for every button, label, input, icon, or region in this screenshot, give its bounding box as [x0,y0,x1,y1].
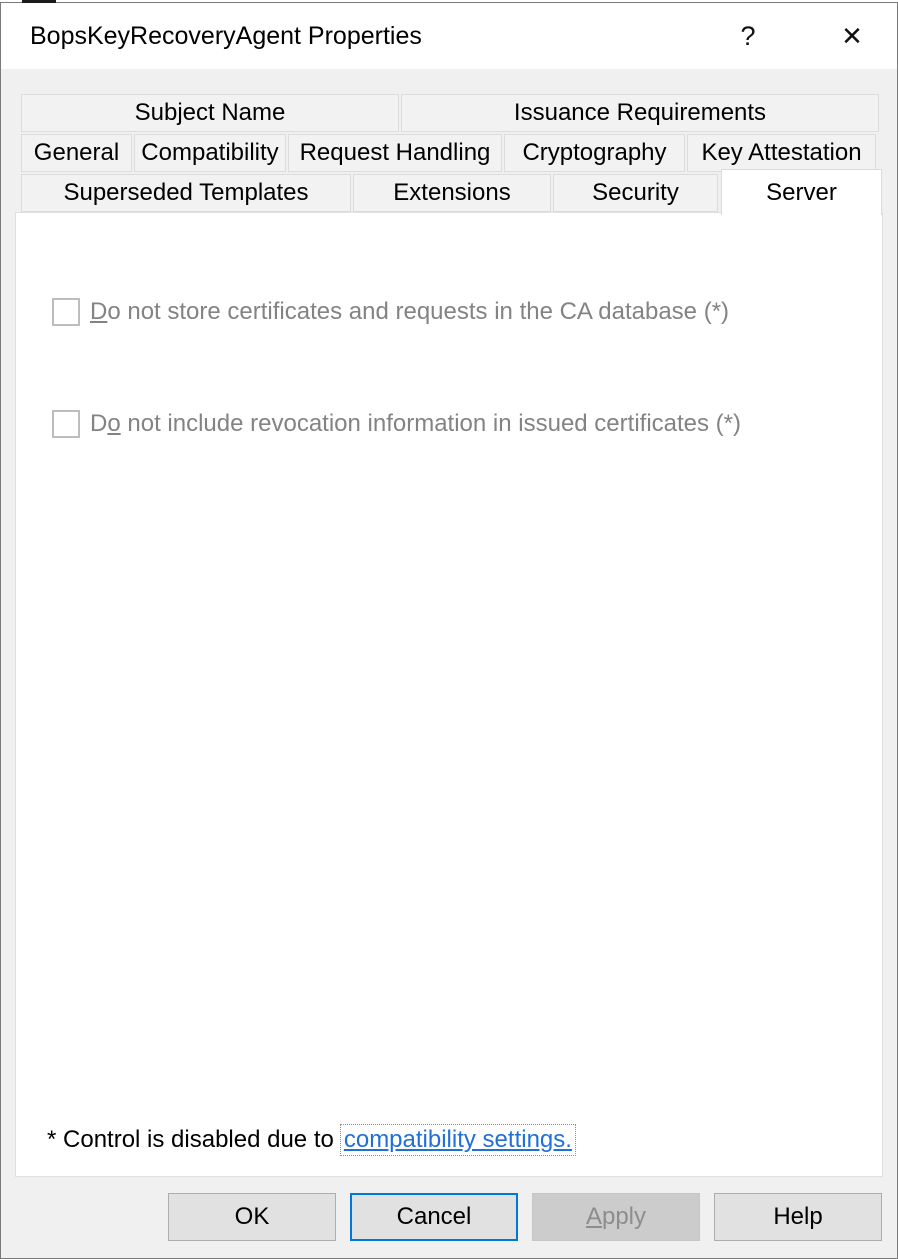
title-bar [1,3,897,69]
cancel-button[interactable]: Cancel [350,1193,518,1241]
tab-server-active[interactable]: Server [721,169,882,215]
apply-label [586,1203,646,1231]
apply-button[interactable] [532,1193,700,1241]
server-tab-page [15,212,883,1177]
titlebar-controls [713,3,897,69]
label-pre: D [90,410,108,437]
label-post: o not store certificates and requests in the CA database (*) [107,298,730,325]
label-post: not include revocation information in issued certificates (*) [120,410,741,437]
checkbox-row-do-not-store[interactable] [52,298,729,326]
tab-security[interactable]: Security [553,174,718,212]
footnote-text: * Control is disabled due to [47,1126,334,1153]
tab-subject-name[interactable]: Subject Name [21,94,399,132]
footnote [47,1124,576,1156]
tab-issuance-requirements[interactable]: Issuance Requirements [401,94,879,132]
properties-dialog [0,2,898,1259]
tab-row-2 [21,134,876,172]
tab-row-1 [21,94,879,132]
tab-superseded-templates[interactable]: Superseded Templates [21,174,351,212]
dialog-button-row [1,1193,897,1241]
checkbox-do-not-store-label [90,298,729,326]
tab-key-attestation[interactable]: Key Attestation [687,134,876,172]
tab-extensions[interactable]: Extensions [353,174,551,212]
tab-compatibility[interactable]: Compatibility [134,134,286,172]
ok-button[interactable]: OK [168,1193,336,1241]
close-icon[interactable]: ✕ [841,20,863,51]
checkbox-do-not-store[interactable] [52,298,80,326]
background-window-artifact [22,0,56,3]
label-accesskey: o [107,410,121,437]
checkbox-row-no-revocation-info[interactable] [52,410,741,438]
apply-accesskey: A [585,1203,602,1230]
help-button[interactable]: Help [714,1193,882,1241]
dialog-title: BopsKeyRecoveryAgent Properties [30,21,422,50]
tab-request-handling[interactable]: Request Handling [288,134,502,172]
apply-rest: pply [601,1203,647,1230]
tab-general[interactable]: General [21,134,132,172]
tab-row-3 [21,174,718,212]
tab-cryptography[interactable]: Cryptography [504,134,685,172]
checkbox-no-revocation-info[interactable] [52,410,80,438]
checkbox-no-revocation-info-label [90,410,741,438]
help-icon[interactable]: ? [740,20,756,51]
label-accesskey: D [90,298,108,325]
compatibility-settings-link[interactable]: compatibility settings. [340,1124,576,1156]
